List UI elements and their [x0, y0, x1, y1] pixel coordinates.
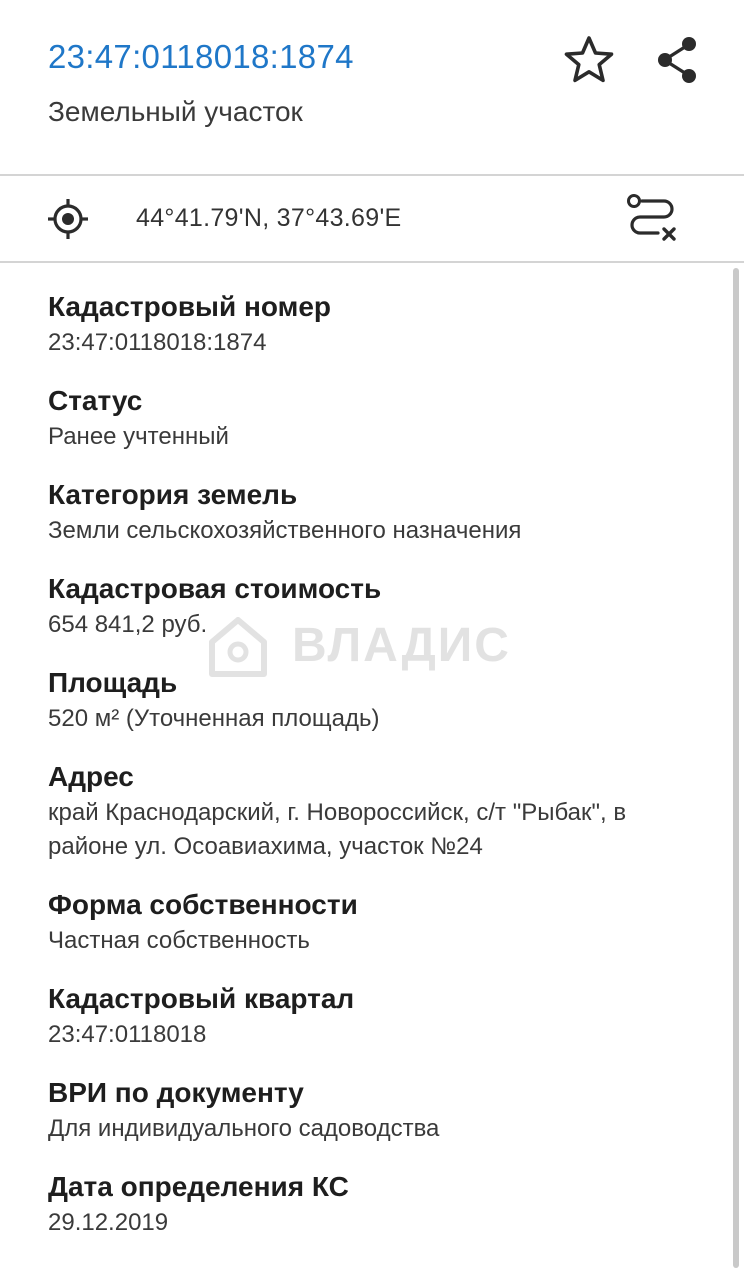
field-cadastral-number — [48, 290, 708, 360]
share-button[interactable] — [652, 32, 704, 88]
coordinates-text[interactable]: 44°41.79'N, 37°43.69'E — [136, 204, 402, 232]
field-label: Адрес — [48, 761, 134, 792]
field-value: 654 841,2 руб. — [48, 611, 208, 638]
scrollbar[interactable] — [733, 268, 739, 1268]
field-label: Форма собственности — [48, 889, 358, 920]
field-permitted-use — [48, 1076, 708, 1146]
field-value: 29.12.2019 — [48, 1209, 169, 1236]
field-ownership — [48, 888, 708, 958]
field-cadastral-quarter — [48, 982, 708, 1052]
field-valuation-date — [48, 1170, 708, 1240]
field-label: ВРИ по документу — [48, 1077, 304, 1108]
field-label: Кадастровый номер — [48, 291, 331, 322]
cadastral-number-title[interactable]: 23:47:0118018:1874 — [48, 38, 354, 75]
field-value: край Краснодарский, г. Новороссийск, с/т "Рыбак", в районе ул. Осоавиахима, участок №24 — [48, 799, 627, 860]
field-land-category — [48, 478, 708, 548]
field-value: 520 м² (Уточненная площадь) — [48, 705, 380, 732]
field-value: Частная собственность — [48, 927, 310, 954]
route-cancel-icon — [624, 192, 680, 246]
field-label: Дата определения КС — [48, 1171, 349, 1202]
watermark — [206, 612, 536, 680]
favorite-button[interactable] — [560, 32, 620, 88]
watermark-text: ВЛАДИС — [292, 619, 511, 672]
field-label: Кадастровый квартал — [48, 983, 355, 1014]
route-button[interactable] — [624, 192, 680, 246]
field-value: Ранее учтенный — [48, 423, 229, 450]
object-type-subtitle: Земельный участок — [48, 96, 303, 127]
field-label: Кадастровая стоимость — [48, 573, 382, 604]
header — [0, 0, 744, 176]
field-status — [48, 384, 708, 454]
share-icon — [652, 32, 704, 88]
field-label: Площадь — [48, 667, 178, 698]
crosshair-location-icon — [46, 197, 90, 241]
field-value[interactable]: 23:47:0118018 — [48, 1021, 207, 1048]
field-address — [48, 760, 708, 864]
field-value[interactable]: 23:47:0118018:1874 — [48, 329, 267, 356]
star-outline-icon — [560, 32, 620, 88]
field-label: Категория земель — [48, 479, 298, 510]
coordinates-divider — [0, 261, 744, 263]
field-label: Статус — [48, 385, 143, 416]
house-logo-icon — [206, 612, 270, 680]
details-list — [48, 290, 708, 1264]
field-value: Земли сельскохозяйственного назначения — [48, 517, 522, 544]
field-value: Для индивидуального садоводства — [48, 1115, 440, 1142]
locate-button[interactable] — [46, 197, 90, 241]
coordinates-bar — [0, 176, 744, 262]
